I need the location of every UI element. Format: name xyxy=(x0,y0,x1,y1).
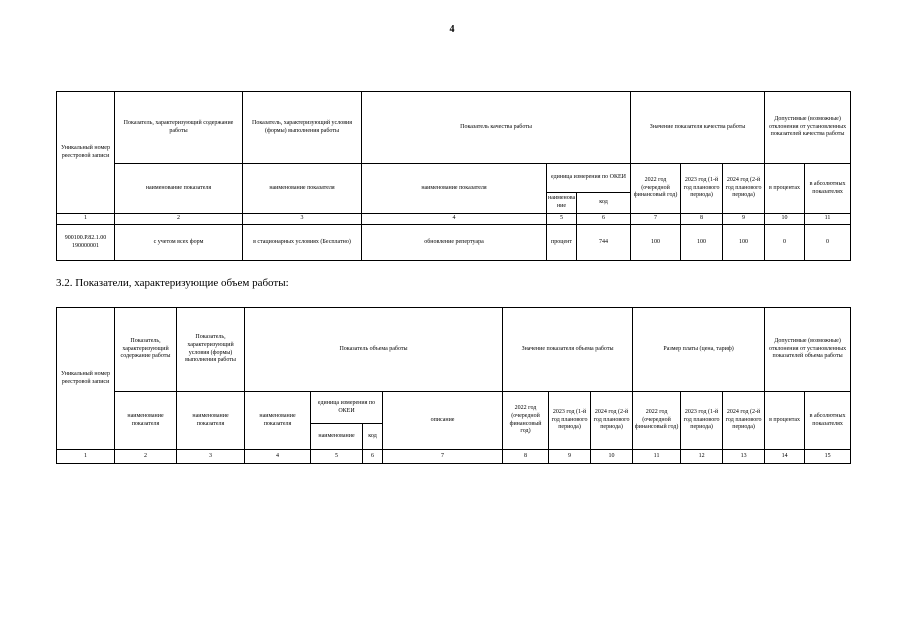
quality-indicators-table xyxy=(56,91,851,261)
column-number: 2 xyxy=(115,214,243,225)
absolute-cell: 0 xyxy=(805,225,851,261)
header-volume-value: Значение показателя объема работы xyxy=(503,308,633,392)
header-unit-name: наименование xyxy=(311,424,363,450)
column-number: 8 xyxy=(681,214,723,225)
header-fee-2024: 2024 год (2-й год планового периода) xyxy=(723,392,765,450)
header-indicator-name: наименование показателя xyxy=(115,392,177,450)
header-quality-indicator: Показатель качества работы xyxy=(362,92,631,164)
indicator-cell: обновление репертуара xyxy=(362,225,547,261)
column-number: 9 xyxy=(723,214,765,225)
header-allowed-deviation: Допустимые (возможные) отклонения от установленных показателей качества работы xyxy=(765,92,851,164)
header-volume-indicator: Показатель объема работы xyxy=(245,308,503,392)
column-number: 8 xyxy=(503,450,549,464)
header-conditions-indicator: Показатель, характеризующий условия (формы) выполнения работы xyxy=(177,308,245,392)
header-percent: в процентах xyxy=(765,164,805,214)
header-description: описание xyxy=(383,392,503,450)
column-number: 13 xyxy=(723,450,765,464)
header-indicator-name: наименование показателя xyxy=(115,164,243,214)
column-number: 14 xyxy=(765,450,805,464)
header-indicator-name: наименование показателя xyxy=(245,392,311,450)
header-fee-size: Размер платы (цена, тариф) xyxy=(633,308,765,392)
page-number: 4 xyxy=(449,24,455,35)
header-allowed-deviation: Допустимые (возможные) отклонения от установленных показателей объема работы xyxy=(765,308,851,392)
header-registry-number: Уникальный номер реестровой записи xyxy=(57,308,115,450)
section-heading: 3.2. Показатели, характеризующие объем работы: xyxy=(56,277,289,289)
volume-indicators-table xyxy=(56,307,851,464)
column-number: 6 xyxy=(577,214,631,225)
header-quality-value: Значение показателя качества работы xyxy=(631,92,765,164)
header-unit-okei: единица измерения по ОКЕИ xyxy=(311,392,383,424)
column-number: 15 xyxy=(805,450,851,464)
header-year-2022: 2022 год (очередной финансовый год) xyxy=(503,392,549,450)
header-unit-name: наименова ние xyxy=(547,193,577,214)
registry-number-cell: 900100.Р.82.1.00 190000001 xyxy=(57,225,115,261)
column-number: 5 xyxy=(311,450,363,464)
header-conditions-indicator: Показатель, характеризующий условия (формы) выполнения работы xyxy=(243,92,362,164)
header-fee-2023: 2023 год (1-й год планового периода) xyxy=(681,392,723,450)
unit-code-cell: 744 xyxy=(577,225,631,261)
header-absolute: в абсолютных показателях xyxy=(805,392,851,450)
table-row xyxy=(57,225,851,261)
column-number: 7 xyxy=(383,450,503,464)
header-registry-number: Уникальный номер реестровой записи xyxy=(57,92,115,214)
column-number: 10 xyxy=(591,450,633,464)
header-year-2023: 2023 год (1-й год планового периода) xyxy=(549,392,591,450)
header-content-indicator: Показатель, характеризующий содержание работы xyxy=(115,308,177,392)
column-number: 7 xyxy=(631,214,681,225)
header-indicator-name: наименование показателя xyxy=(243,164,362,214)
header-unit-code: код xyxy=(577,193,631,214)
content-cell: с учетом всех форм xyxy=(115,225,243,261)
year-2023-cell: 100 xyxy=(681,225,723,261)
column-number: 3 xyxy=(177,450,245,464)
column-number: 6 xyxy=(363,450,383,464)
column-number: 12 xyxy=(681,450,723,464)
column-number: 2 xyxy=(115,450,177,464)
header-year-2024: 2024 год (2-й год планового периода) xyxy=(591,392,633,450)
column-number: 1 xyxy=(57,450,115,464)
percent-cell: 0 xyxy=(765,225,805,261)
header-unit-code: код xyxy=(363,424,383,450)
header-percent: в процентах xyxy=(765,392,805,450)
column-number: 1 xyxy=(57,214,115,225)
column-number: 11 xyxy=(633,450,681,464)
header-unit-okei: единица измерения по ОКЕИ xyxy=(547,164,631,193)
column-number: 5 xyxy=(547,214,577,225)
conditions-cell: в стационарных условиях (Бесплатно) xyxy=(243,225,362,261)
header-year-2024: 2024 год (2-й год планового периода) xyxy=(723,164,765,214)
column-number: 9 xyxy=(549,450,591,464)
header-indicator-name: наименование показателя xyxy=(362,164,547,214)
year-2024-cell: 100 xyxy=(723,225,765,261)
column-number: 10 xyxy=(765,214,805,225)
header-year-2022: 2022 год (очередной финансовый год) xyxy=(631,164,681,214)
header-indicator-name: наименование показателя xyxy=(177,392,245,450)
header-content-indicator: Показатель, характеризующий содержание работы xyxy=(115,92,243,164)
year-2022-cell: 100 xyxy=(631,225,681,261)
column-number: 11 xyxy=(805,214,851,225)
header-absolute: в абсолютных показателях xyxy=(805,164,851,214)
column-number: 4 xyxy=(362,214,547,225)
unit-name-cell: процент xyxy=(547,225,577,261)
header-fee-2022: 2022 год (очередной финансовый год) xyxy=(633,392,681,450)
header-year-2023: 2023 год (1-й год планового периода) xyxy=(681,164,723,214)
column-number: 3 xyxy=(243,214,362,225)
column-number: 4 xyxy=(245,450,311,464)
